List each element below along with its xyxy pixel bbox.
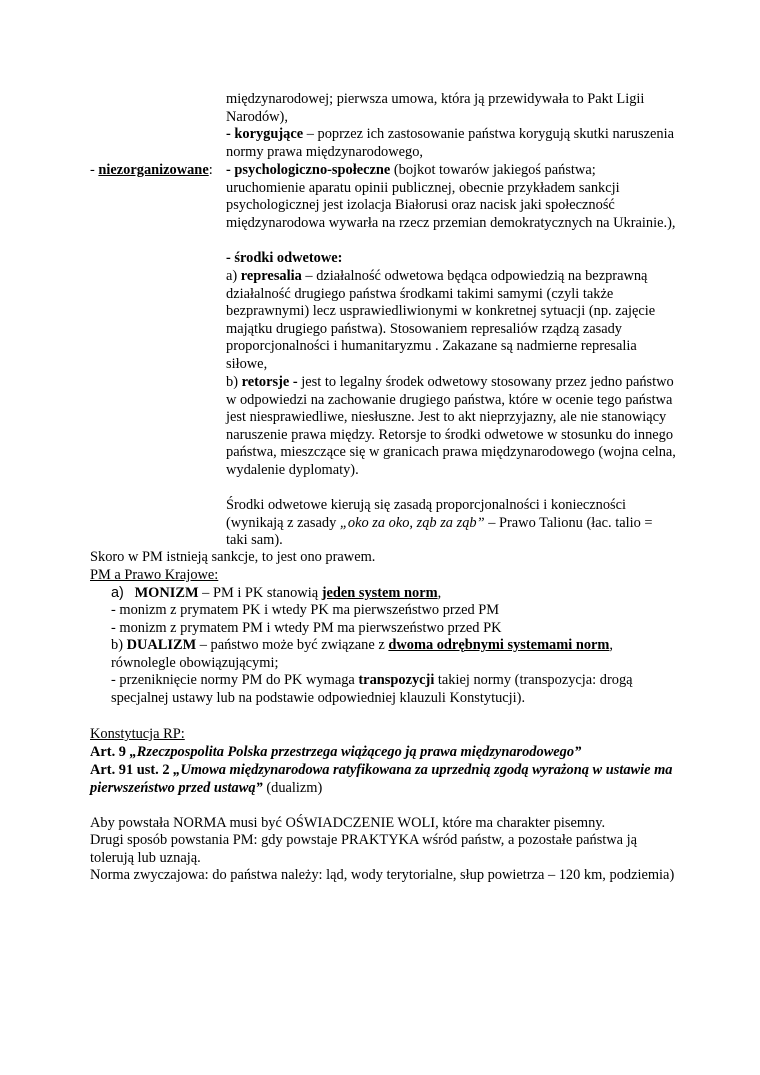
item-transpozycja <box>111 672 681 707</box>
item-monizm <box>111 585 681 603</box>
quote: „oko za oko, ząb za ząb” <box>339 514 485 531</box>
heading-konstytucja: Konstytucja RP: <box>90 726 185 742</box>
article-91 <box>90 762 680 797</box>
text: (bojkot towarów jakiegoś państwa; uruchomienie aparatu opinii publicznej, obecnie przykładem sankcji psychologicznej jest izolacja Białorusi oraz nacisk jaki społeczność międzynarodowa wywarła na rzecz przemian demokratycznych na Ukrainie.), <box>226 162 676 231</box>
item-monizm-pm: - monizm z prymatem PM i wtedy PM ma pierwszeństwo przed PK <box>111 620 502 636</box>
emphasis-jeden-system: jeden system norm <box>321 585 438 601</box>
term-represalia: represalia <box>240 268 302 284</box>
text: - przeniknięcie normy PM do PK wymaga <box>111 672 359 688</box>
paragraph-proporcjonalnosc <box>226 497 676 550</box>
paragraph-represalia <box>226 268 676 374</box>
paragraph-retorsje <box>226 374 676 480</box>
list-marker: a) <box>111 585 124 601</box>
article-text: „Rzeczpospolita Polska przestrzega wiążącego ją prawa międzynarodowego” <box>129 744 582 760</box>
dash: - <box>90 162 99 178</box>
article-text: „Umowa międzynarodowa ratyfikowana za uprzednią zgodą wyrażoną w ustawie ma pierwszeństwo przed ustawą” <box>90 762 673 796</box>
term-psychologiczno: psychologiczno-społeczne <box>234 162 391 178</box>
paragraph-norma-zwyczajowa: Norma zwyczajowa: do państwa należy: ląd, wody terytorialne, słup powietrza – 120 km, podziemia) <box>90 867 675 883</box>
text: – państwo może być związane z <box>196 637 389 653</box>
text: , równolegle obowiązującymi; <box>111 637 614 671</box>
prefix: a) <box>226 268 241 284</box>
text: – działalność odwetowa będąca odpowiedzią na bezprawną działalność drugiego państwa środkami takimi samymi (czyli także bezprawnymi) lecz usprawiedliwionymi w konkretnej sytuacji (np. zajęcie majątku drugiego państwa). Stosowaniem represaliów rządzą zasady proporcjonalności i humanitaryzmu . Zakazane są nadmierne represalia siłowe, <box>226 268 656 372</box>
text: Środki odwetowe kierują się zasadą proporcjonalności i konieczności (wynikają z zasady <box>226 497 627 531</box>
paragraph-psychologiczno <box>226 162 676 232</box>
heading-pm-a-prawo-krajowe: PM a Prawo Krajowe: <box>90 567 219 583</box>
article-label: Art. 91 ust. 2 <box>90 762 174 778</box>
paragraph-pakt <box>226 91 676 126</box>
heading-srodki-odwetowe: - środki odwetowe: <box>226 250 343 266</box>
prefix: b) <box>111 637 127 653</box>
paragraph-norma: Aby powstała NORMA musi być OŚWIADCZENIE WOLI, które ma charakter pisemny. <box>90 815 606 831</box>
label-niezorganizowane <box>90 162 213 180</box>
term-niezorganizowane: niezorganizowane <box>98 162 209 178</box>
article-label: Art. 9 <box>90 744 130 760</box>
text: jest to legalny środek odwetowy stosowany przez jedno państwo w odpowiedzi na zachowanie drugiego państwa, które w ocenie tego państwa jest niesprawiedliwe, niesłuszne. Jest to akt nieprzyjazny, ale nie stanowiący naruszenie prawa między. Retorsje to środki odwetowe w stosunku do innego państwa, mieszczące się w granicach prawa międzynarodowego (wojna celna, wydalenie dyplomaty). <box>226 374 676 478</box>
term-transpozycja: transpozycji <box>358 672 435 688</box>
paragraph-praktyka: Drugi sposób powstania PM: gdy powstaje PRAKTYKA wśród państw, a pozostałe państwa ją tolerują lub uznają. <box>90 832 638 866</box>
article-9 <box>90 744 680 762</box>
colon: : <box>208 162 213 178</box>
text: takiej normy (transpozycja: drogą specjalnej ustawy lub na podstawie odpowiedniej klauzuli Konstytucji). <box>111 672 633 706</box>
text: – Prawo Talionu (łac. talio = taki sam). <box>226 514 653 549</box>
prefix: b) <box>226 374 242 390</box>
text: – poprzez ich zastosowanie państwa korygują skutki naruszenia normy prawa międzynarodowego, <box>226 126 674 160</box>
text: (dualizm) <box>262 779 323 796</box>
item-monizm-pk: - monizm z prymatem PK i wtedy PK ma pierwszeństwo przed PM <box>111 602 500 618</box>
text: , <box>437 585 442 601</box>
item-dualizm <box>111 637 681 672</box>
term-korygujace: korygujące <box>234 126 304 142</box>
term-dualizm: DUALIZM <box>126 637 197 653</box>
sentence-skoro: Skoro w PM istnieją sankcje, to jest ono prawem. <box>90 549 376 565</box>
text: – PM i PK stanowią <box>198 585 322 601</box>
term-retorsje: retorsje - <box>241 374 298 390</box>
paragraph-korygujace <box>226 126 676 161</box>
text: międzynarodowej; pierwsza umowa, która ją przewidywała to Pakt Ligii Narodów), <box>226 91 645 125</box>
emphasis-dwa-systemy: dwoma odrębnymi systemami norm <box>388 637 610 653</box>
term-monizm: MONIZM <box>134 585 199 601</box>
dash: - <box>226 162 235 178</box>
dash: - <box>226 126 235 142</box>
